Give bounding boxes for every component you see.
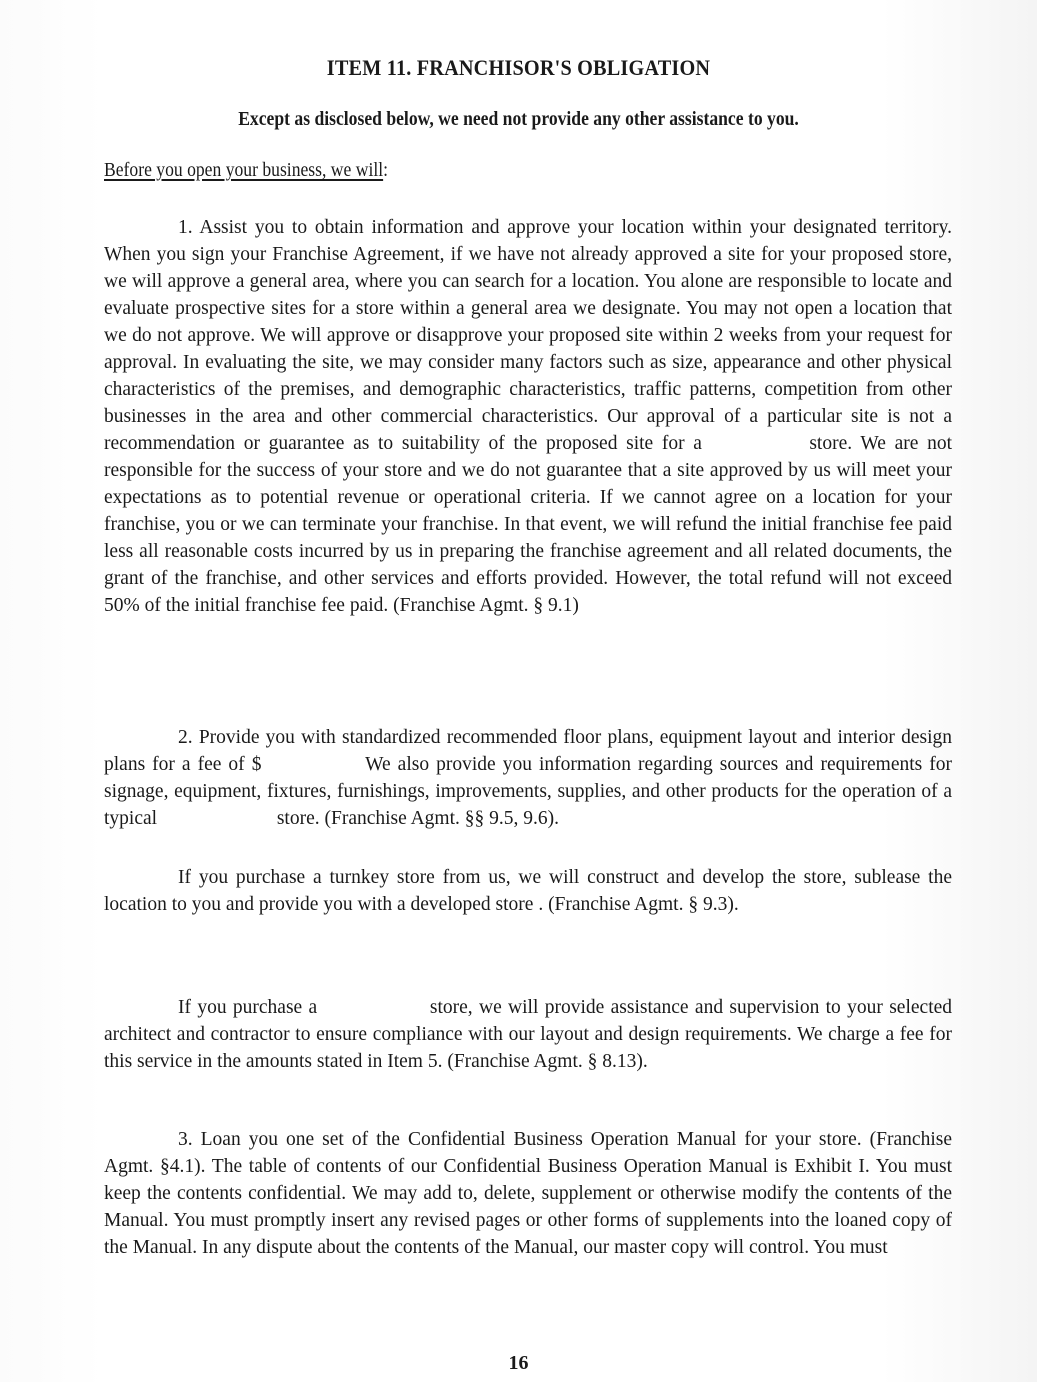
paragraph-architect-supervision: [104, 994, 952, 1075]
subheading-colon: :: [383, 159, 389, 181]
paragraph-1-site-approval: [104, 214, 952, 619]
paragraph-text: 2. Provide you with standardized recommended floor plans, equipment layout and interior design plans for a fee of $: [104, 727, 952, 775]
paragraph-text: store. (Franchise Agmt. §§ 9.5, 9.6).: [276, 808, 559, 829]
intro-statement: Except as disclosed below, we need not provide any other assistance to you.: [238, 108, 799, 130]
paragraph-3-operations-manual: 3. Loan you one set of the Confidential Business Operation Manual for your store. (Franchise Agmt. §4.1). The table of contents of our Confidential Business Operation Manual is Exhibit I. You must keep the contents confidential. We may add to, delete, supplement or otherwise modify the contents of the Manual. You must promptly insert any revised pages or other forms of supplements into the loaned copy of the Manual. In any dispute about the contents of the Manual, our master copy will control. You must: [104, 1129, 952, 1258]
paragraph-turnkey-store: If you purchase a turnkey store from us, we will construct and develop the store, sublease the location to you and provide you with a developed store . (Franchise Agmt. § 9.3).: [104, 867, 952, 915]
paragraph-text: store. We are not responsible for the success of your store and we do not guarantee that a site approved by us will meet your expectations as to potential revenue or operational criteria. If we cannot agree on a location for your franchise, you or we can terminate your franchise. In that event, we will refund the initial franchise fee paid less all reasonable costs incurred by us in preparing the franchise agreement and all related documents, the grant of the franchise, and other services and efforts provided. However, the total refund will not exceed 50% of the initial franchise fee paid. (Franchise Agmt. § 9.1): [104, 433, 953, 616]
subheading-text: Before you open your business, we will: [104, 159, 384, 181]
paragraph-text: store, we will provide assistance and supervision to your selected architect and contractor to ensure compliance with our layout and design requirements. We charge a fee for this service in the amounts stated in Item 5. (Franchise Agmt. § 8.13).: [104, 997, 953, 1072]
paragraph-2-floor-plans: [104, 724, 952, 832]
page-number: 16: [508, 1352, 529, 1374]
section-subheading: [104, 159, 388, 182]
page-title: ITEM 11. FRANCHISOR'S OBLIGATION: [326, 55, 711, 80]
paragraph-text: If you purchase a: [178, 997, 318, 1018]
paragraph-text: 1. Assist you to obtain information and approve your location within your designated territory. When you sign your Franchise Agreement, if we have not already approved a site for your proposed store, we will approve a general area, where you can search for a location. You alone are responsible to locate and evaluate prospective sites for a store within a general area we designate. You may not open a location that we do not approve. We will approve or disapprove your proposed site within 2 weeks from your request for approval. In evaluating the site, we may consider many factors such as size, appearance and other physical characteristics of the premises, and demographic characteristics, traffic patterns, competition from other businesses in the area and other commercial characteristics. Our approval of a particular site is not a recommendation or guarantee as to suitability of the proposed site for a: [104, 217, 952, 454]
paragraph-text: We also provide you information regarding sources and requirements for signage, equipment, fixtures, furnishings, improvements, supplies, and other products for the operation of a typical: [104, 754, 952, 829]
